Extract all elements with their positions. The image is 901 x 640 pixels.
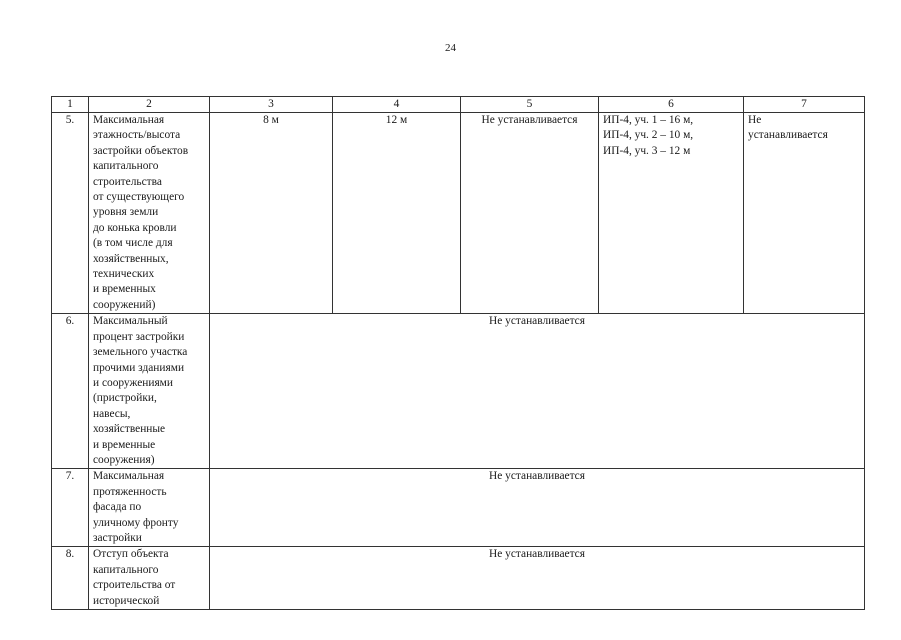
name-line: строительства от: [93, 579, 176, 592]
value-col5: Не устанавливается: [461, 113, 599, 314]
parameter-name: [89, 314, 210, 469]
name-line: исторической: [93, 594, 160, 607]
value-col6: [599, 113, 744, 314]
value-line: ИП-4, уч. 1 – 16 м,: [603, 114, 694, 126]
name-line: процент застройки: [93, 330, 185, 343]
name-line: хозяйственные: [93, 423, 166, 436]
table-row: [52, 469, 865, 547]
merged-value: Не устанавливается: [210, 314, 865, 469]
name-line: Максимальный: [93, 315, 168, 328]
row-number: 8.: [52, 547, 89, 610]
name-line: капитального: [93, 160, 159, 173]
name-line: и сооружениями: [93, 376, 173, 389]
value-line: Не: [748, 114, 762, 126]
name-line: Максимальная: [93, 114, 165, 126]
name-line: строительства: [93, 175, 162, 188]
value-col4: 12 м: [333, 113, 461, 314]
column-header: 7: [744, 97, 865, 113]
name-line: и временных: [93, 283, 156, 296]
name-line: сооружения): [93, 453, 155, 466]
value-line: устанавливается: [748, 129, 828, 142]
column-header: 6: [599, 97, 744, 113]
column-header: 4: [333, 97, 461, 113]
column-header: 3: [210, 97, 333, 113]
name-line: уровня земли: [93, 206, 159, 219]
table-row: [52, 547, 865, 610]
name-line: земельного участка: [93, 346, 188, 359]
table-header-row: [52, 97, 865, 113]
value-col3: 8 м: [210, 113, 333, 314]
name-line: уличному фронту: [93, 516, 179, 529]
name-line: этажность/высота: [93, 129, 181, 142]
table-row: [52, 314, 865, 469]
name-line: прочими зданиями: [93, 361, 185, 374]
value-col7: [744, 113, 865, 314]
name-line: хозяйственных,: [93, 252, 169, 265]
name-line: Отступ объекта: [93, 548, 169, 561]
table-row: [52, 113, 865, 314]
name-line: застройки: [93, 531, 142, 544]
name-line: Максимальная: [93, 470, 165, 483]
name-line: (в том числе для: [93, 237, 173, 250]
name-line: до конька кровли: [93, 221, 177, 234]
parameter-name: [89, 547, 210, 610]
row-number: 6.: [52, 314, 89, 469]
column-header: 2: [89, 97, 210, 113]
name-line: (пристройки,: [93, 392, 157, 405]
column-header: 1: [52, 97, 89, 113]
name-line: технических: [93, 268, 155, 281]
regulations-table: [51, 96, 865, 610]
name-line: сооружений): [93, 298, 156, 311]
parameter-name: [89, 469, 210, 547]
value-line: ИП-4, уч. 2 – 10 м,: [603, 129, 694, 142]
row-number: 5.: [52, 113, 89, 314]
value-line: ИП-4, уч. 3 – 12 м: [603, 144, 691, 157]
page-number: 24: [445, 42, 456, 54]
name-line: навесы,: [93, 407, 131, 420]
row-number: 7.: [52, 469, 89, 547]
name-line: и временные: [93, 438, 156, 451]
name-line: от существующего: [93, 191, 185, 204]
column-header: 5: [461, 97, 599, 113]
name-line: протяженность: [93, 485, 167, 498]
name-line: капитального: [93, 563, 159, 576]
parameter-name: [89, 113, 210, 314]
name-line: фасада по: [93, 501, 142, 514]
merged-value: Не устанавливается: [210, 547, 865, 610]
name-line: застройки объектов: [93, 144, 189, 157]
merged-value: Не устанавливается: [210, 469, 865, 547]
